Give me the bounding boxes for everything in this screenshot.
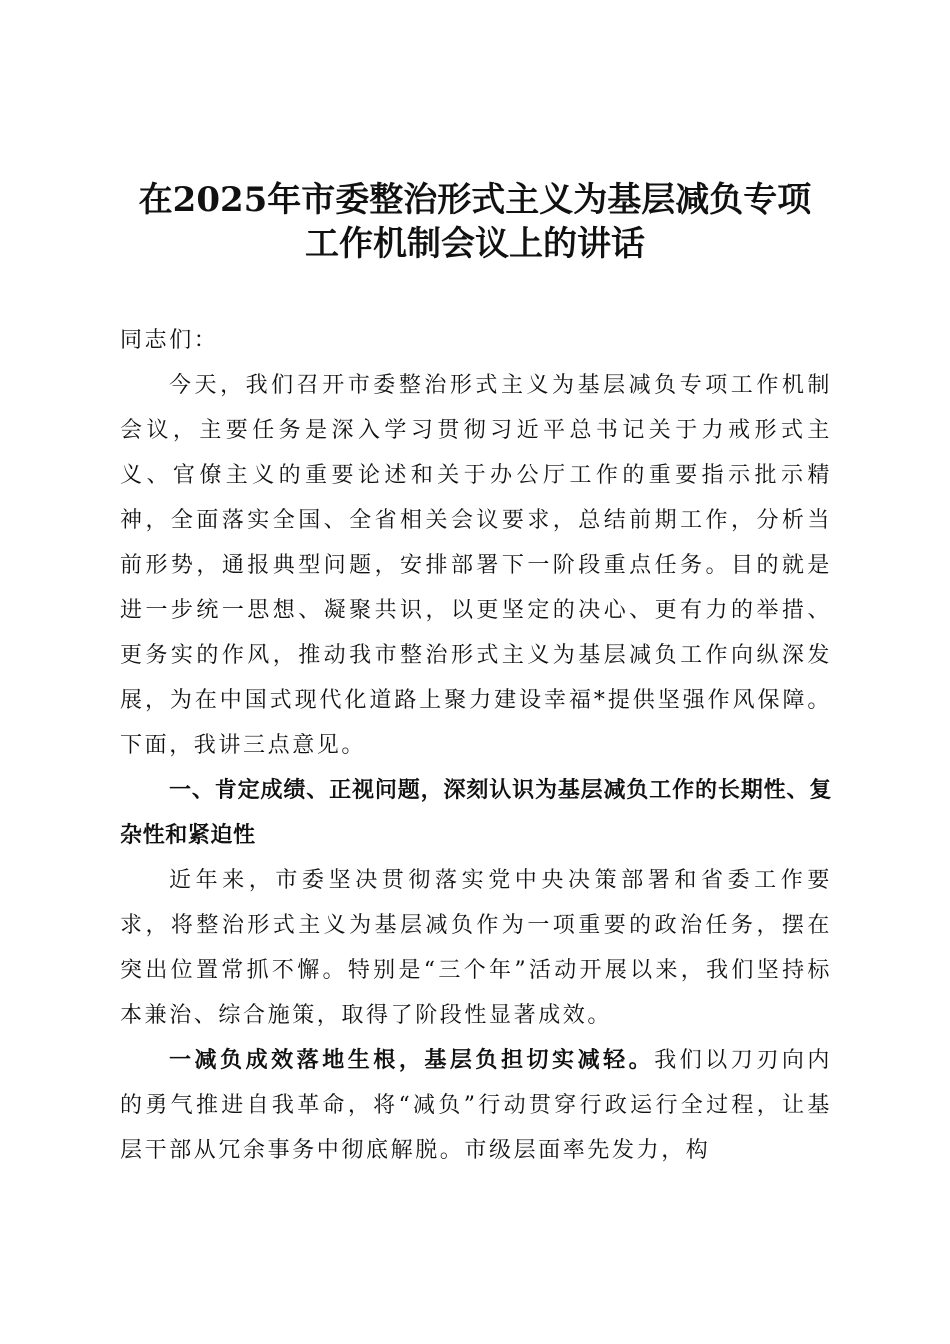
paragraph-lead-sentence: 一减负成效落地生根，基层负担切实减轻。 [169,1047,655,1073]
section-heading-1: 一、肯定成绩、正视问题，深刻认识为基层减负工作的长期性、复杂性和紧迫性 [120,778,832,848]
title-line-2: 工作机制会议上的讲话 [305,224,645,264]
paragraph-achievements: 近年来，市委坚决贯彻落实党中央决策部署和省委工作要求，将整治形式主义为基层减负作为一项重要的政治任务，摆在突出位置常抓不懈。特别是“三个年”活动开展以来，我们坚持标本兼治、综合施策，取得了阶段性显著成效。 [120,868,832,1028]
title-line-1: 在2025年市委整治形式主义为基层减负专项 [138,180,812,220]
paragraph-intro: 今天，我们召开市委整治形式主义为基层减负专项工作机制会议，主要任务是深入学习贯彻习近平总书记关于力戒形式主义、官僚主义的重要论述和关于办公厅工作的重要指示批示精神，全面落实全国、全省相关会议要求，总结前期工作，分析当前形势，通报典型问题，安排部署下一阶段重点任务。目的就是进一步统一思想、凝聚共识，以更坚定的决心、更有力的举措、更务实的作风，推动我市整治形式主义为基层减负工作向纵深发展，为在中国式现代化道路上聚力建设幸福*提供坚强作风保障。下面，我讲三点意见。 [120,373,832,758]
document-body [120,318,832,1173]
salutation: 同志们： [120,328,219,353]
document-title [100,178,850,266]
paragraph-burden-reduction [120,1038,832,1173]
paragraph-body-text: 我们以刀刃向内的勇气推进自我革命，将“减负”行动贯穿行政运行全过程，让基层干部从冗余事务中彻底解脱。市级层面率先发力，构 [120,1048,833,1163]
